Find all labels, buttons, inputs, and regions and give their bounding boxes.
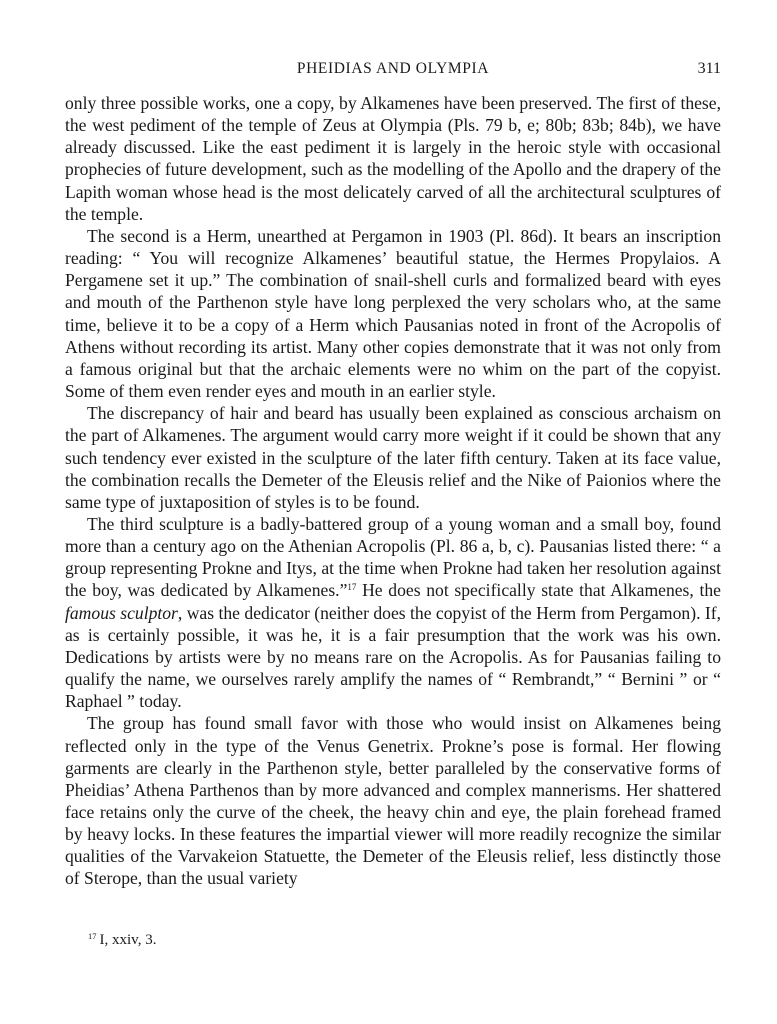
paragraph-2: The second is a Herm, unearthed at Pergamon in 1903 (Pl. 86d). It bears an inscription reading: “ You will recognize Alkamenes’ beautiful statue, the Hermes Propylaios. A Pergamene set it up.” The combination of snail-shell curls and formalized beard with eyes and mouth of the Parthenon style have long perplexed the very scholars who, at the same time, believe it to be a copy of a Herm which Pausanias noted in front of the Acropolis of Athens without recording its artist. Many other copies demonstrate that it was not only from a famous original but that the archaic elements were no whim on the part of the copyist. Some of them even render eyes and mouth in an earlier style. bbox=[65, 225, 721, 402]
paragraph-3: The discrepancy of hair and beard has usually been explained as conscious archaism on the part of Alkamenes. The argument would carry more weight if it could be shown that any such tendency ever existed in the sculpture of the later fifth century. Taken at its face value, the combination recalls the Demeter of the Eleusis relief and the Nike of Paionios where the same type of juxtaposition of styles is to be found. bbox=[65, 403, 721, 512]
footnote-reference: 17 bbox=[347, 582, 357, 593]
body-text bbox=[65, 92, 721, 890]
paragraph-4-part-c: , was the dedicator (neither does the copyist of the Herm from Pergamon). If, as is certainly possible, it was he, it is a fair presumption that the work was his own. Dedications by artists were by no means rare on the Acropolis. As for Pausanias failing to qualify the name, we ourselves rarely amplify the names of “ Rembrandt,” “ Bernini ” or “ Raphael ” today. bbox=[65, 602, 721, 712]
running-head bbox=[65, 60, 721, 84]
paragraph-1: only three possible works, one a copy, by Alkamenes have been preserved. The first of these, the west pediment of the temple of Zeus at Olympia (Pls. 79 b, e; 80b; 83b; 84b), we have already discussed. Like the east pediment it is largely in the heroic style with occasional prophecies of future development, such as the modelling of the Apollo and the drapery of the Lapith woman whose head is the most delicately carved of all the architectural sculptures of the temple. bbox=[65, 93, 721, 224]
emphasized-phrase: famous sculptor bbox=[65, 602, 178, 623]
paragraph-4-part-b: He does not specifically state that Alkamenes, the bbox=[356, 580, 721, 601]
footnote-text: I, xxiv, 3. bbox=[99, 932, 157, 948]
running-title: PHEIDIAS AND OLYMPIA bbox=[296, 60, 490, 77]
paragraph-5: The group has found small favor with those who would insist on Alkamenes being reflected only in the type of the Venus Genetrix. Prokne’s pose is formal. Her flowing garments are clearly in the Parthenon style, better paralleled by the conservative forms of Pheidias’ Athena Parthenos than by more advanced and complex mannerisms. Her shattered face retains only the curve of the cheek, the heavy chin and eye, the plain forehead framed by heavy locks. In these features the impartial viewer will more readily recognize the similar qualities of the Varvakeion Statuette, the Demeter of the Eleusis relief, less distinctly those of Sterope, than the usual variety bbox=[65, 713, 721, 889]
footnote bbox=[88, 931, 156, 949]
footnote-mark: 17 bbox=[88, 931, 97, 941]
paragraph-4-part-a: The third sculpture is a badly-battered group of a young woman and a small boy, found more than a century ago on the Athenian Acropolis (Pl. 86 a, b, c). Pausanias listed there: “ a group representing Prokne and Itys, at the time when Prokne had taken her resolution against the boy, was dedicated by Alkamenes.” bbox=[65, 513, 721, 601]
page-number: 311 bbox=[697, 60, 721, 77]
paragraph-4 bbox=[65, 513, 721, 712]
